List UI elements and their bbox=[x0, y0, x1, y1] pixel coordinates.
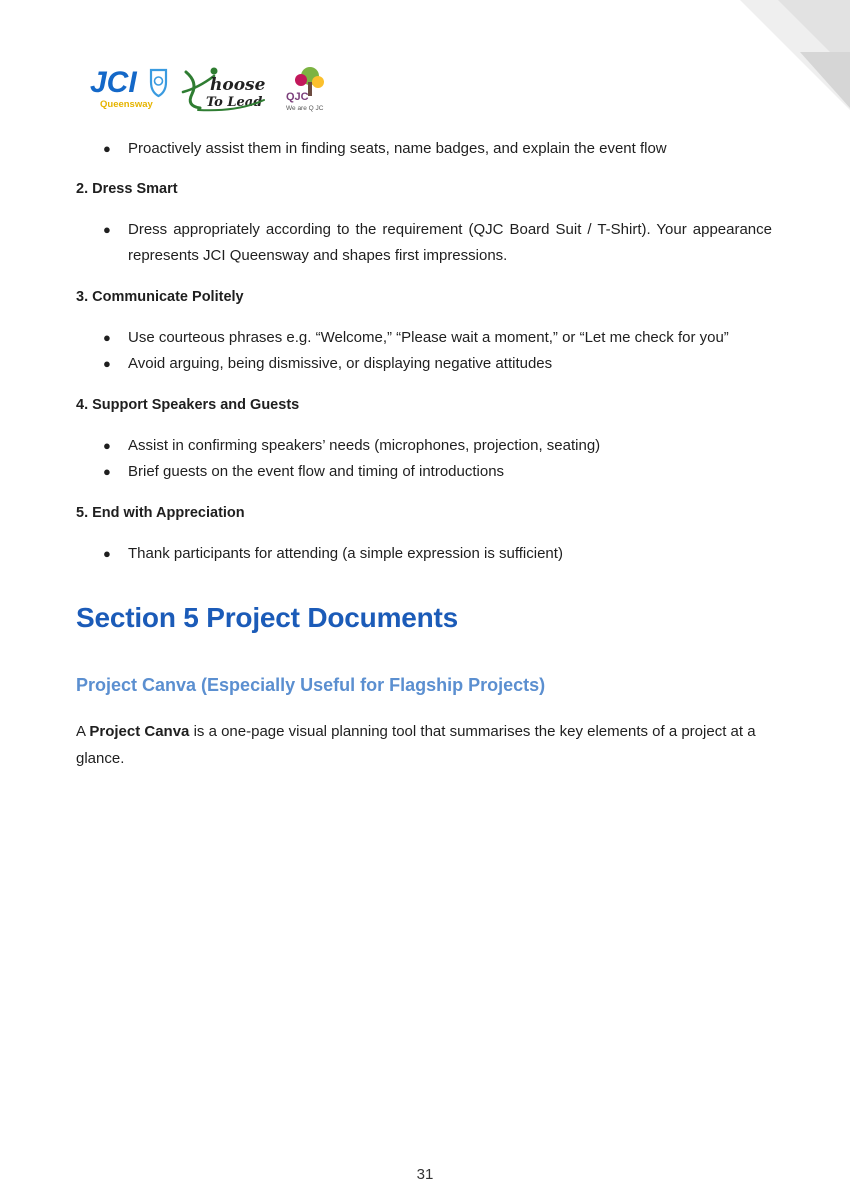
jci-logo bbox=[90, 66, 166, 110]
bullet-list-dress-smart bbox=[76, 217, 772, 269]
item-heading-communicate-politely: 3. Communicate Politely bbox=[76, 289, 244, 305]
choose-to-lead-logo bbox=[183, 68, 266, 111]
item-heading-dress-smart: 2. Dress Smart bbox=[76, 181, 178, 197]
bullet-icon: ● bbox=[103, 330, 111, 345]
choose-logo-line1: hoose bbox=[210, 75, 266, 95]
bullet-icon: ● bbox=[103, 438, 111, 453]
bullet-text: Dress appropriately according to the requirement (QJC Board Suit / T-Shirt). Your appearance represents JCI Queensway and shapes first impressions. bbox=[128, 221, 772, 264]
bullet-list-end-with-appreciation bbox=[76, 541, 772, 567]
bullet-text: Thank participants for attending (a simple expression is sufficient) bbox=[128, 545, 563, 562]
bullet-icon: ● bbox=[103, 141, 111, 156]
bullet-list-communicate-politely bbox=[76, 325, 772, 377]
list-item bbox=[76, 459, 772, 485]
list-item bbox=[76, 136, 772, 162]
bullet-icon: ● bbox=[103, 222, 111, 237]
bullet-icon: ● bbox=[103, 546, 111, 561]
bullet-text: Use courteous phrases e.g. “Welcome,” “Please wait a moment,” or “Let me check for you” bbox=[128, 329, 729, 346]
continued-bullet-list bbox=[76, 136, 772, 162]
bullet-text: Proactively assist them in finding seats, name badges, and explain the event flow bbox=[128, 140, 667, 157]
jci-logo-subtext: Queensway bbox=[100, 99, 153, 110]
header-logos bbox=[88, 62, 338, 114]
list-item bbox=[76, 325, 772, 351]
section-subtitle: Project Canva (Especially Useful for Flagship Projects) bbox=[76, 675, 546, 695]
para-bold-term: Project Canva bbox=[89, 723, 190, 740]
qjc-logo-text: We are Q JC bbox=[286, 105, 324, 112]
bullet-icon: ● bbox=[103, 464, 111, 479]
section-title: Section 5 Project Documents bbox=[76, 602, 459, 633]
list-item bbox=[76, 217, 772, 269]
bullet-text: Assist in confirming speakers’ needs (microphones, projection, seating) bbox=[128, 437, 601, 454]
para-rest: is a one-page visual planning tool that summarises the key elements of a project at a glance. bbox=[76, 723, 756, 767]
para-prefix: A bbox=[76, 723, 90, 740]
svg-text:QJC: QJC bbox=[286, 91, 309, 103]
list-item bbox=[76, 433, 772, 459]
qjc-tree-logo bbox=[286, 67, 324, 112]
bullet-icon: ● bbox=[103, 356, 111, 371]
item-heading-end-with-appreciation: 5. End with Appreciation bbox=[76, 505, 245, 521]
item-heading-support-speakers: 4. Support Speakers and Guests bbox=[76, 397, 300, 413]
section-paragraph bbox=[76, 718, 772, 772]
page-corner-decoration bbox=[740, 0, 850, 110]
choose-logo-line2: To Lead bbox=[206, 95, 263, 110]
page-number: 31 bbox=[416, 1166, 434, 1183]
list-item bbox=[76, 541, 772, 567]
bullet-text: Avoid arguing, being dismissive, or displaying negative attitudes bbox=[128, 355, 553, 372]
list-item bbox=[76, 351, 772, 377]
jci-logo-text: JCI bbox=[90, 66, 137, 99]
bullet-text: Brief guests on the event flow and timing of introductions bbox=[128, 463, 505, 480]
bullet-list-support-speakers bbox=[76, 433, 772, 485]
